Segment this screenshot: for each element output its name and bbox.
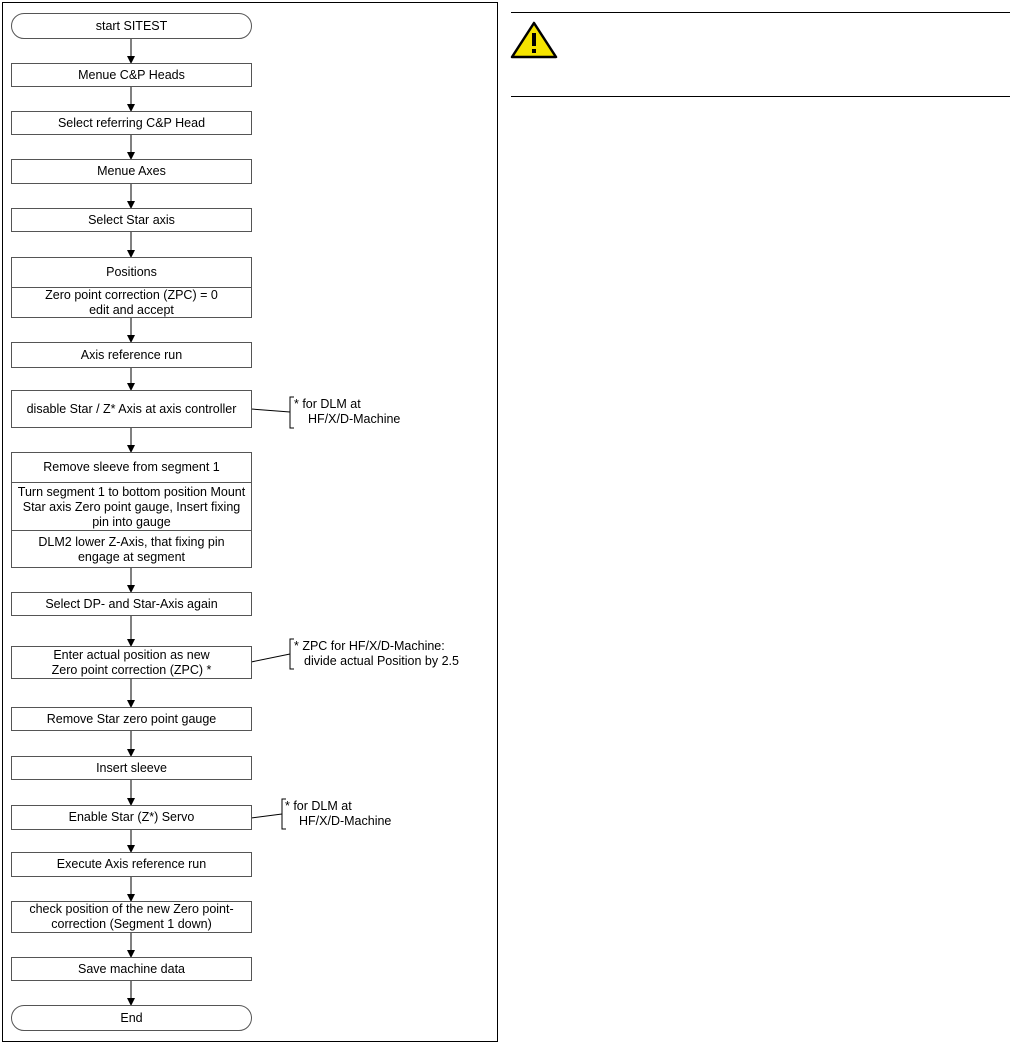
step-label: engage at segment — [77, 550, 186, 564]
step-label: Remove sleeve from segment 1 — [43, 460, 220, 474]
step-remove-gauge — [11, 707, 252, 731]
step-label: Turn segment 1 to bottom position Mount — [17, 485, 246, 499]
step-label: Select referring C&P Head — [57, 115, 206, 130]
step-label: correction (Segment 1 down) — [51, 917, 212, 931]
step-select-cp-head — [11, 111, 252, 135]
warning-bottom-rule — [511, 96, 1010, 97]
step-label: Select DP- and Star-Axis again — [45, 596, 218, 611]
step-label: Zero point correction (ZPC) * — [51, 662, 212, 677]
step-label: Remove Star zero point gauge — [46, 711, 217, 726]
step-label: pin into gauge — [92, 515, 171, 529]
warning-top-rule — [511, 12, 1010, 13]
step-save-machine-data — [11, 957, 252, 981]
note-zpc-divide — [294, 639, 459, 669]
step-label: check position of the new Zero point- — [29, 902, 234, 916]
step-menue-cp-heads — [11, 63, 252, 87]
step-label: Enter actual position as new — [53, 647, 210, 662]
step-label: Menue C&P Heads — [78, 67, 185, 82]
step-select-dp-star-axis — [11, 592, 252, 616]
step-menue-axes — [11, 159, 252, 184]
start-terminal — [11, 13, 252, 39]
step-label: Star axis Zero point gauge, Insert fixing — [22, 500, 241, 514]
positions-header — [12, 258, 251, 287]
remove-sleeve-section — [12, 453, 251, 482]
step-execute-reference-run — [11, 852, 252, 877]
step-disable-star-axis — [11, 390, 252, 428]
step-label: DLM2 lower Z-Axis, that fixing pin — [38, 535, 225, 549]
step-check-position — [11, 901, 252, 933]
step-label: Zero point correction (ZPC) = 0 — [45, 288, 218, 302]
step-label: Menue Axes — [97, 164, 166, 178]
step-label: Execute Axis reference run — [56, 857, 207, 871]
note-connector — [251, 814, 282, 818]
start-label: start SITEST — [95, 18, 168, 33]
step-label: Axis reference run — [80, 347, 183, 362]
note-line: divide actual Position by 2.5 — [304, 654, 459, 668]
step-axis-reference-run — [11, 342, 252, 368]
note-connector — [251, 409, 290, 412]
step-select-star-axis — [11, 208, 252, 232]
step-label: Insert sleeve — [96, 760, 167, 775]
warning-triangle-icon — [510, 21, 558, 59]
step-label: Positions — [106, 265, 157, 279]
step-label: disable Star / Z* Axis at axis controller — [26, 401, 237, 416]
note-line: HF/X/D-Machine — [308, 412, 401, 426]
turn-segment-section — [12, 482, 251, 530]
step-positions — [11, 257, 252, 318]
step-insert-sleeve — [11, 756, 252, 780]
zpc-reset-section — [12, 287, 251, 318]
step-label: Enable Star (Z*) Servo — [68, 810, 195, 824]
step-label: Save machine data — [77, 961, 185, 976]
step-enter-new-zpc — [11, 646, 252, 679]
step-label: edit and accept — [89, 303, 174, 317]
end-terminal — [11, 1005, 252, 1031]
step-label: Select Star axis — [88, 212, 175, 227]
note-line: * for DLM at — [294, 397, 361, 411]
note-dlm-disable — [294, 397, 400, 427]
note-line: * ZPC for HF/X/D-Machine: — [294, 639, 445, 653]
note-line: * for DLM at — [285, 799, 352, 813]
step-enable-servo — [11, 805, 252, 830]
note-connector — [251, 654, 290, 662]
note-dlm-enable — [285, 799, 391, 829]
lower-z-axis-section — [12, 530, 251, 568]
step-mount-gauge — [11, 452, 252, 568]
note-line: HF/X/D-Machine — [299, 814, 392, 828]
end-label: End — [120, 1010, 143, 1025]
